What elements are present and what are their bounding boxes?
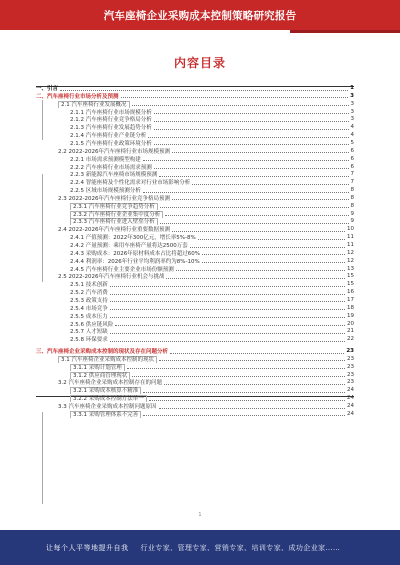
toc-leader-dots (110, 305, 345, 310)
toc-entry-text: 2.2 2022-2026年汽车座椅行业市场规模预测 (58, 148, 170, 155)
toc-entry-text: 3.1 汽车座椅企业采购成本控制的现状 (58, 356, 157, 363)
toc-entry-title (36, 115, 152, 123)
toc-leader-dots (154, 164, 349, 169)
toc-entry[interactable] (36, 147, 354, 155)
toc-entry-text: 3.1.2 供应商管理现状 (70, 372, 130, 379)
toc-entry-title (36, 92, 119, 100)
toc-leader-dots (110, 337, 345, 342)
toc-entry-title (36, 108, 152, 116)
toc-entry-text: 2.4 2022-2026年汽车座椅行业重要数据预测 (58, 227, 170, 234)
toc-entry[interactable] (36, 186, 354, 194)
toc-leader-dots (190, 243, 345, 248)
toc-leader-dots (154, 125, 349, 130)
toc-entry-page: 4 (350, 124, 354, 131)
toc-leader-dots (148, 133, 348, 138)
toc-entry[interactable] (36, 280, 354, 288)
toc-entry-page: 13 (347, 265, 354, 272)
toc-entry-text: 2.3.1 汽车座椅行业竞争趋势分析 (70, 203, 158, 210)
toc-entry-title (36, 210, 163, 218)
toc-entry-page: 23 (347, 355, 354, 362)
toc-entry-page: 4 (350, 132, 354, 139)
toc-entry-text: 2.3.2 汽车座椅行业企业集中度分析 (70, 211, 163, 218)
toc-entry-title (36, 410, 141, 418)
toc-entry[interactable] (36, 241, 354, 249)
toc-entry-page: 15 (347, 273, 354, 280)
toc-leader-dots (198, 235, 345, 240)
toc-entry-page: 8 (350, 187, 354, 194)
toc-entry-title (36, 394, 147, 402)
toc-leader-dots (149, 396, 345, 401)
toc-leader-dots (121, 93, 349, 98)
toc-entry-text: 2.2.2 汽车座椅行业市场需求预测 (70, 164, 152, 171)
toc-leader-dots (202, 250, 345, 255)
toc-entry[interactable] (36, 257, 354, 265)
toc-leader-dots (127, 364, 345, 369)
toc-entry[interactable] (36, 296, 354, 304)
toc-entry[interactable] (36, 272, 354, 280)
toc-entry[interactable] (36, 131, 354, 139)
toc-entry-title (36, 123, 152, 131)
toc-entry[interactable] (36, 394, 354, 402)
toc-entry-page: 16 (347, 289, 354, 296)
toc-entry-page: 6 (350, 147, 354, 154)
toc-entry-page: 21 (347, 328, 354, 335)
toc-entry-page: 5 (350, 139, 354, 146)
toc-entry[interactable] (36, 386, 354, 394)
report-header (0, 0, 400, 30)
toc-entry-text: 2.1.2 汽车座椅行业竞争格局分析 (70, 117, 152, 124)
toc-entry-page: 12 (347, 249, 354, 256)
toc-entry-page: 1 (350, 85, 354, 91)
toc-entry-title (36, 296, 108, 304)
toc-entry-title (36, 347, 168, 355)
toc-leader-dots (110, 290, 345, 295)
toc-entry-page: 15 (347, 281, 354, 288)
toc-entry-title (36, 371, 130, 379)
toc-entry[interactable] (36, 194, 354, 202)
toc-entry-page: 9 (350, 210, 354, 217)
toc-entry-text: 2.4.1 产值预测：2022年300亿元，增长率5%-8% (70, 235, 196, 242)
toc-entry-title (36, 249, 200, 257)
toc-entry-page: 3 (350, 92, 354, 99)
toc-entry-text: 2.5.3 政策支持 (70, 297, 108, 304)
toc-entry-title (36, 84, 58, 92)
toc-entry-page: 3 (350, 100, 354, 107)
toc-entry-page: 23 (347, 363, 354, 370)
toc-entry[interactable] (36, 170, 354, 178)
toc-entry-text: 3.2.1 采购成本核算不精准 (70, 387, 141, 394)
toc-entry-title (36, 257, 200, 265)
toc-entry[interactable] (36, 402, 354, 410)
toc-entry[interactable] (36, 327, 354, 335)
toc-entry[interactable] (36, 355, 354, 363)
toc-entry-text: 3.1.1 采购计划管理 (70, 364, 125, 371)
toc-entry[interactable] (36, 155, 354, 163)
toc-leader-dots (172, 195, 349, 200)
toc-entry[interactable] (36, 233, 354, 241)
toc-entry-page: 24 (347, 395, 354, 402)
toc-entry-text: 一、引言 (36, 86, 59, 92)
toc-entry-page: 23 (346, 348, 354, 355)
toc-entry-page: 11 (347, 242, 354, 248)
toc-leader-dots (170, 349, 344, 354)
toc-entry-page: 19 (347, 312, 354, 319)
toc-leader-dots (154, 109, 349, 114)
toc-entry-title (36, 241, 188, 249)
toc-entry-page: 12 (347, 257, 354, 264)
toc-entry[interactable] (36, 225, 354, 233)
toc-entry-title (36, 288, 108, 296)
toc-leader-dots (176, 266, 345, 271)
toc-entry[interactable] (36, 371, 354, 379)
toc-entry-page: 22 (347, 336, 354, 343)
toc-leader-dots (154, 140, 349, 145)
toc-entry-text: 3.3 汽车座椅企业采购成本控制问题原因 (58, 404, 157, 410)
toc-entry[interactable] (36, 123, 354, 131)
toc-leader-dots (60, 86, 348, 91)
toc-entry-page: 10 (347, 226, 354, 233)
toc-entry-text: 3.2 汽车座椅企业采购成本控制存在的问题 (58, 380, 162, 387)
toc-leader-dots (159, 172, 348, 177)
toc-entry-title (36, 280, 108, 288)
toc-entry[interactable] (36, 108, 354, 116)
toc-entry-text: 2.5.8 环保要求 (70, 337, 108, 344)
toc-entry[interactable] (36, 410, 354, 418)
toc-entry[interactable] (36, 217, 354, 225)
report-footer (0, 530, 400, 565)
toc-entry-title (36, 147, 170, 155)
toc-leader-dots (166, 274, 345, 279)
toc-entry-text: 2.4.4 利润率：2026年行业平均利润率约为8%-10% (70, 258, 200, 265)
toc-leader-dots (160, 219, 349, 224)
toc-entry-page: 3 (350, 108, 354, 115)
toc-entry-title (36, 100, 130, 108)
toc-entry[interactable] (36, 288, 354, 296)
toc-leader-dots (159, 356, 345, 361)
toc-leader-dots (143, 156, 349, 161)
toc-entry[interactable] (36, 139, 354, 147)
toc-entry-title (36, 363, 125, 371)
toc-leader-dots (115, 321, 345, 326)
toc-entry-title (36, 335, 108, 343)
toc-entry-text: 2.1.3 汽车座椅行业发展趋势分析 (70, 125, 152, 132)
toc-leader-dots (165, 211, 348, 216)
toc-entry[interactable] (36, 363, 354, 371)
toc-entry-text: 3.2.2 采购成本控制方法单一 (70, 395, 147, 402)
toc-entry-text: 2.5.5 成本压力 (70, 313, 108, 320)
footer-slogan: 让每个人平等地提升自我 (46, 543, 129, 552)
header-accent-bar (290, 30, 400, 33)
toc-entry[interactable] (36, 320, 354, 328)
toc-entry-title (36, 170, 157, 178)
toc-entry-page: 24 (347, 387, 354, 394)
toc-entry[interactable] (36, 163, 354, 171)
toc-entry-text: 2.5.2 汽车消费 (70, 290, 108, 297)
toc-entry-title (36, 202, 158, 210)
toc-entry-text: 2.1 汽车座椅行业发展概况 (58, 101, 130, 108)
toc-entry[interactable] (36, 84, 354, 92)
toc-entry-page: 7 (350, 171, 354, 178)
toc-entry-title (36, 178, 190, 186)
toc-entry[interactable] (36, 178, 354, 186)
toc-entry-title (36, 312, 108, 320)
toc-entry[interactable] (36, 92, 354, 100)
toc-entry-text: 二、汽车座椅行业市场分析及预测 (36, 93, 119, 100)
toc-entry-page: 8 (350, 202, 354, 209)
toc-entry[interactable] (36, 304, 354, 312)
toc-entry-page: 24 (347, 403, 354, 409)
toc-heading: 内容目录 (173, 56, 226, 70)
toc-entry-page: 23 (347, 379, 354, 386)
toc-entry-text: 2.3 2022-2026年汽车座椅行业竞争格局预测 (58, 195, 170, 202)
toc-leader-dots (154, 117, 349, 122)
toc-entry-text: 2.2.5 区域市场规模预测分析 (70, 188, 141, 195)
toc-entry[interactable] (36, 210, 354, 218)
toc-entry-text: 2.4.2 产量预测：乘用车座椅产量将达2500万套 (70, 243, 188, 249)
toc-entry-title (36, 163, 152, 171)
toc-entry-title (36, 304, 108, 312)
toc-entry-title (36, 386, 141, 394)
toc-entry-text: 2.4.3 采购成本：2026年原材料成本占比将超过60% (70, 250, 200, 257)
toc-leader-dots (110, 282, 345, 287)
toc-entry-text: 2.1.4 汽车座椅行业产业链分析 (70, 133, 147, 140)
toc-entry-text: 2.2.4 智能座椅及个性化需求对行业市场影响分析 (70, 180, 191, 187)
toc-entry[interactable] (36, 312, 354, 320)
toc-entry-text: 2.5.6 供应链风险 (70, 321, 114, 328)
toc-entry-text: 2.2.3 新能源汽车座椅市场规模预测 (70, 172, 158, 179)
toc-entry-text: 2.5 2022-2026年汽车座椅行业机会与挑战 (58, 274, 165, 281)
toc-entry-text: 2.1.5 汽车座椅行业政策环境分析 (70, 140, 152, 147)
toc-leader-dots (143, 388, 345, 393)
toc-entry-text: 2.5.1 技术创新 (70, 282, 108, 289)
report-title: 汽车座椅企业采购成本控制策略研究报告 (103, 9, 297, 22)
toc-entry-page: 8 (350, 194, 354, 201)
toc-entry-title (36, 225, 170, 233)
toc-entry-title (36, 320, 113, 328)
toc-entry-page: 6 (350, 163, 354, 170)
toc-leader-dots (132, 101, 349, 106)
toc-entry-page: 20 (347, 320, 354, 327)
toc-leader-dots (110, 313, 345, 318)
toc-entry-page: 7 (350, 179, 354, 186)
toc-entry-title (36, 272, 164, 280)
toc-leader-dots (160, 203, 349, 208)
toc-entry-title (36, 233, 196, 241)
toc-leader-dots (192, 180, 348, 185)
toc-entry[interactable] (36, 347, 354, 355)
toc-leader-dots (143, 188, 349, 193)
toc-entry[interactable] (36, 115, 354, 123)
toc-entry-page: 6 (350, 155, 354, 162)
toc-entry-text: 2.5.4 市场竞争 (70, 305, 108, 312)
toc-leader-dots (110, 329, 345, 334)
toc-entry-title (36, 155, 141, 163)
toc-entry-title (36, 402, 157, 410)
toc-entry-text: 三、汽车座椅企业采购成本控制的现状及存在问题分析 (36, 349, 169, 356)
toc-entry-page: 24 (347, 410, 354, 417)
toc-entry-page: 3 (350, 116, 354, 123)
toc-entry-text: 3.3.1 采购管理体系不完善 (70, 411, 141, 418)
toc-entry-title (36, 327, 108, 335)
toc-entry-title (36, 194, 170, 202)
toc-entry-text: 2.2.1 市场需求预测模型构建 (70, 156, 141, 163)
toc-leader-dots (159, 404, 346, 409)
toc-leader-dots (110, 297, 345, 302)
toc-leader-dots (202, 258, 345, 263)
toc-entry-page: 11 (347, 234, 354, 241)
toc-entry-title (36, 355, 157, 363)
toc-leader-dots (164, 380, 345, 385)
table-of-contents (36, 84, 354, 504)
toc-entry-page: 9 (350, 218, 354, 225)
toc-entry-title (36, 217, 158, 225)
footer-tagline: 行业专家、管理专家、营销专家、培训专家、成功企业家…… (140, 543, 341, 552)
toc-entry-text: 2.3.3 汽车座椅行业进入壁垒分析 (70, 218, 158, 225)
toc-entry[interactable] (36, 335, 354, 343)
toc-leader-dots (132, 372, 345, 377)
page-number: 1 (198, 512, 202, 518)
toc-entry-page: 17 (347, 296, 354, 303)
toc-entry-text: 2.4.5 汽车座椅行业主要企业市场份额预测 (70, 266, 174, 273)
toc-entry-title (36, 265, 174, 273)
toc-leader-dots (172, 227, 345, 232)
toc-entry-text: 2.5.7 人才短缺 (70, 329, 108, 336)
toc-entry[interactable] (36, 202, 354, 210)
toc-entry-page: 23 (347, 371, 354, 378)
toc-entry-title (36, 186, 141, 194)
toc-entry-text: 2.1.1 汽车座椅行业市场规模分析 (70, 109, 152, 116)
toc-leader-dots (143, 411, 345, 416)
toc-entry-title (36, 139, 152, 147)
toc-entry[interactable] (36, 378, 354, 386)
toc-entry[interactable] (36, 265, 354, 273)
toc-entry-title (36, 131, 146, 139)
toc-entry-title (36, 378, 162, 386)
toc-leader-dots (172, 148, 349, 153)
toc-entry[interactable] (36, 100, 354, 108)
toc-entry[interactable] (36, 249, 354, 257)
toc-entry-page: 18 (347, 304, 354, 311)
